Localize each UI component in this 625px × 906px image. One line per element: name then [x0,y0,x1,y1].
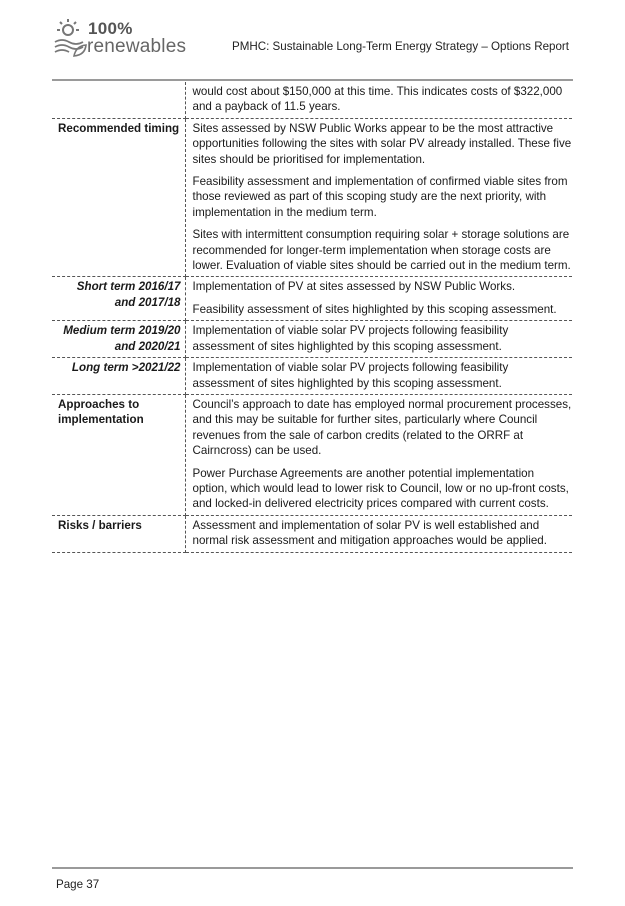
row-paragraph: Power Purchase Agreements are another potential implementation option, which would lead to lower risk to Council, low or no up-front costs, and locked-in delivered electricity prices compared with current costs. [192,466,569,511]
document-title: PMHC: Sustainable Long-Term Energy Strategy – Options Report [231,40,569,53]
row-content [185,394,572,515]
logo-wordmark: renewables [87,36,187,57]
row-label [52,82,185,118]
row-label: Recommended timing [52,118,185,277]
logo [52,18,202,60]
row-content [185,277,572,321]
row-paragraph: Sites assessed by NSW Public Works appear to be the most attractive opportunities following the sites with solar PV already installed. These five sites should be prioritised for implementation. [192,121,572,166]
row-paragraph: Council’s approach to date has employed normal procurement processes, and this may be suitable for further sites, particularly where Council revenues from the sale of carbon credits (related to the ORRF at Cairncross) can be used. [192,397,572,458]
row-paragraph: Implementation of PV at sites assessed by NSW Public Works. [192,280,516,294]
row-paragraph: Feasibility assessment and implementation of confirmed viable sites from those reviewed as part of this scoping study are the next priority, with implementation in the medium term. [192,175,568,219]
row-label: Risks / barriers [52,515,185,552]
row-content [185,118,572,277]
row-content [185,321,572,358]
row-paragraph: Sites with intermittent consumption requiring solar + storage solutions are recommended for longer-term implementation when storage costs are lower. Evaluation of viable sites should be carried out in the medium term. [192,228,571,273]
options-table [52,82,572,553]
row-content [185,82,572,118]
sun-leaf-logo-icon [52,18,90,58]
table-row-medium-term [52,321,572,358]
table-row-continuation [52,82,572,118]
table-row-approaches [52,394,572,515]
header-divider [52,79,573,81]
table-row-long-term [52,358,572,395]
row-paragraph: Implementation of viable solar PV projects following feasibility assessment of sites highlighted by this scoping assessment. [192,361,509,390]
logo-percent-text: 100% [88,19,133,38]
row-label: Approaches to implementation [52,394,185,515]
row-label: Long term >2021/22 [52,358,185,395]
row-paragraph: Implementation of viable solar PV projects following feasibility assessment of sites highlighted by this scoping assessment. [192,324,509,353]
row-label: Short term 2016/17 and 2017/18 [52,277,185,321]
row-paragraph: would cost about $150,000 at this time. This indicates costs of $322,000 and a payback of 11.5 years. [192,85,563,114]
row-content [185,515,572,552]
table-row-recommended-timing [52,118,572,277]
row-content [185,358,572,395]
row-paragraph: Feasibility assessment of sites highlighted by this scoping assessment. [192,302,557,316]
row-label: Medium term 2019/20 and 2020/21 [52,321,185,358]
row-paragraph: Assessment and implementation of solar PV is well established and normal risk assessment and mitigation approaches would be applied. [192,518,547,548]
table-row-risks [52,515,572,552]
page-number: Page 37 [56,878,100,891]
footer-divider [52,867,573,869]
table-row-short-term [52,277,572,321]
